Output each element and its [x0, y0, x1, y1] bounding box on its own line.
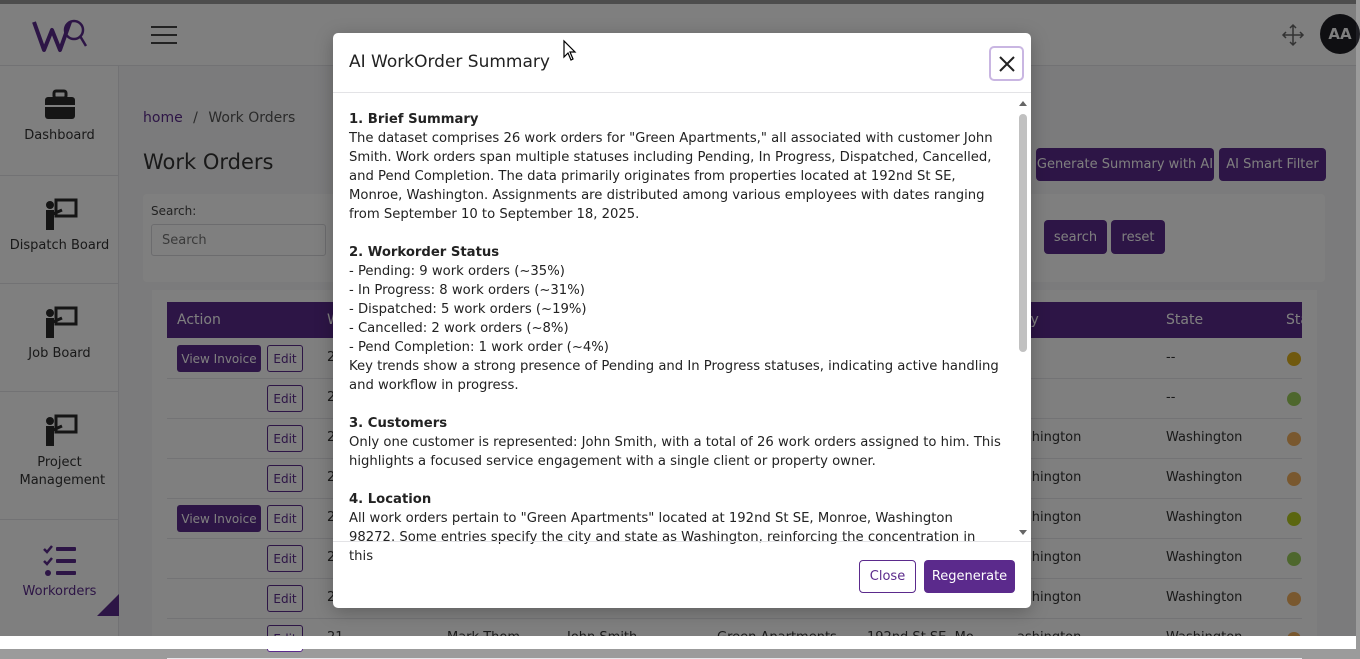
close-button[interactable]: Close	[859, 560, 916, 593]
modal-header	[333, 33, 1031, 93]
scroll-up-arrow-icon[interactable]	[1017, 98, 1029, 108]
summary-text	[349, 110, 1001, 566]
status-line: - Cancelled: 2 work orders (~8%)	[349, 321, 569, 336]
status-line: - Pending: 9 work orders (~35%)	[349, 264, 565, 279]
modal-title: AI WorkOrder Summary	[349, 52, 550, 72]
mouse-cursor-icon	[563, 40, 577, 62]
modal-scrollbar[interactable]	[1017, 98, 1029, 538]
section-text-location: All work orders pertain to "Green Apartments" located at 192nd St SE, Monroe, Washington 98272. Some entries specify the city and state as Washington, reinforcing the concentration in this	[349, 511, 976, 564]
section-text-customers: Only one customer is represented: John Smith, with a total of 26 work orders assigned to him. This highlights a focused service engagement with a single client or property owner.	[349, 435, 1001, 469]
scroll-down-arrow-icon[interactable]	[1017, 528, 1029, 538]
taskbar-strip	[0, 636, 1356, 649]
status-line: - Pend Completion: 1 work order (~4%)	[349, 340, 609, 355]
modal-footer	[333, 541, 1031, 608]
section-heading-location: 4. Location	[349, 492, 432, 507]
section-heading-brief: 1. Brief Summary	[349, 112, 479, 127]
scroll-thumb[interactable]	[1019, 114, 1027, 352]
status-line: - Dispatched: 5 work orders (~19%)	[349, 302, 587, 317]
status-line: - In Progress: 8 work orders (~31%)	[349, 283, 585, 298]
ai-summary-modal	[333, 33, 1031, 608]
modal-body[interactable]	[333, 94, 1031, 564]
close-icon	[998, 55, 1016, 73]
section-text-brief: The dataset comprises 26 work orders for "Green Apartments," all associated with customer John Smith. Work orders span multiple statuses including Pending, In Progress, Dispatched, Cancelled, and Pend Completion. The data primarily originates from properties located at 192nd St SE, Monroe, Washington. Assignments are distributed among various employees with dates ranging from September 10 to September 18, 2025.	[349, 131, 993, 222]
section-text-status: Key trends show a strong presence of Pending and In Progress statuses, indicating active handling and workflow in progress.	[349, 359, 999, 393]
section-heading-status: 2. Workorder Status	[349, 245, 500, 260]
section-heading-customers: 3. Customers	[349, 416, 448, 431]
modal-close-button[interactable]	[989, 46, 1024, 81]
regenerate-button[interactable]: Regenerate	[924, 560, 1015, 593]
